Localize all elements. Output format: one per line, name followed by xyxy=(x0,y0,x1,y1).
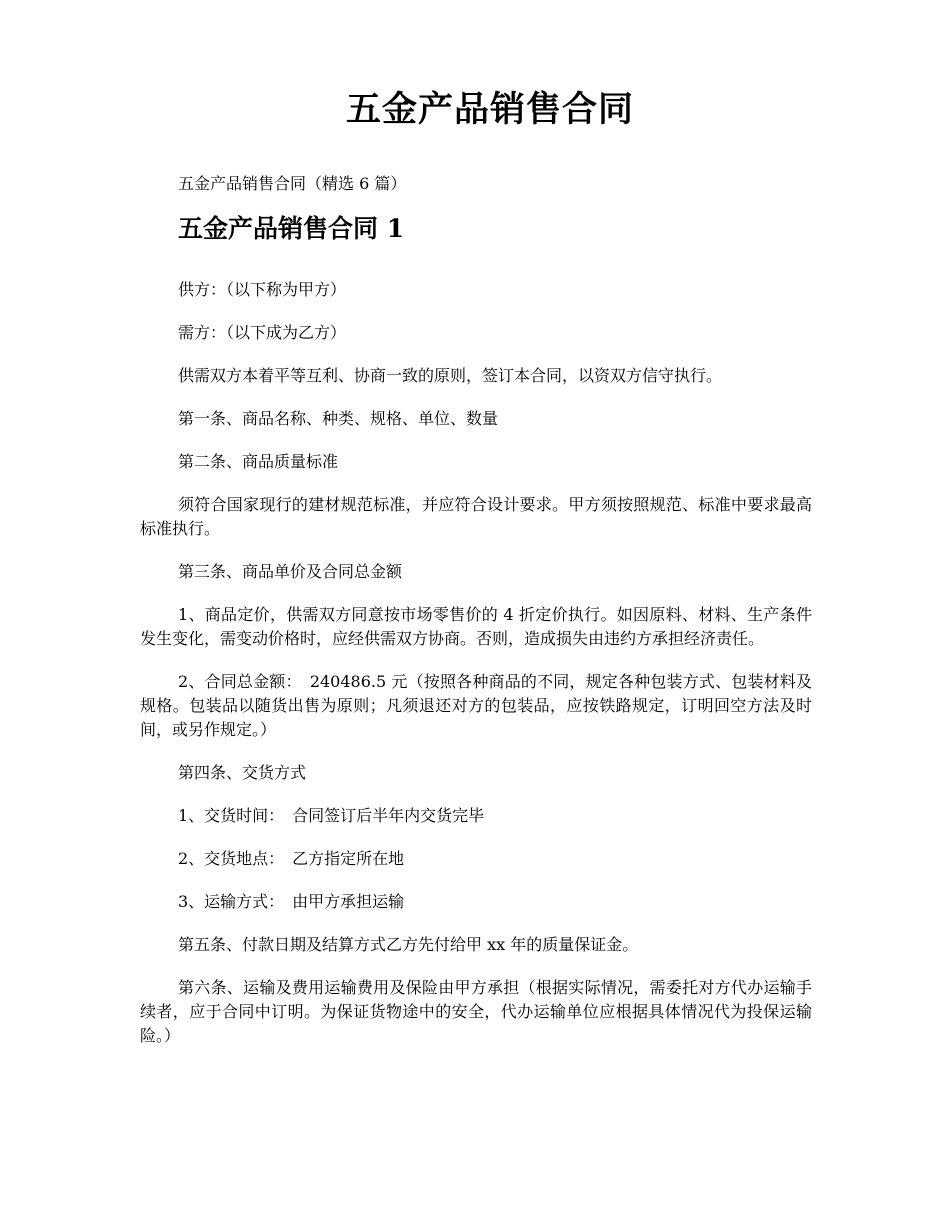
article-6-text: 第六条、运输及费用运输费用及保险由甲方承担（根据实际情况，需委托对方代办运输手续者，应于合同中订明。为保证货物途中的安全，代办运输单位应根据具体情况代为投保运输险。） xyxy=(140,978,812,1045)
article-4-item-2: 2、交货地点： 乙方指定所在地 xyxy=(178,849,405,868)
document-title: 五金产品销售合同 xyxy=(345,89,634,130)
article-4-item-3: 3、运输方式： 由甲方承担运输 xyxy=(178,892,405,911)
section-heading: 五金产品销售合同 1 xyxy=(178,214,405,243)
article-4-heading: 第四条、交货方式 xyxy=(178,763,307,782)
document-subtitle: 五金产品销售合同（精选 6 篇） xyxy=(178,174,407,193)
article-3-item-2: 2、合同总金额： 240486.5 元（按照各种商品的不同，规定各种包装方式、包装材料及规格。包装品以随货出售为原则；凡须退还对方的包装品，应按铁路规定，订明回空方法及时间，或另作规定。） xyxy=(140,672,812,739)
article-3-item-1: 1、商品定价，供需双方同意按市场零售价的 4 折定价执行。如因原料、材料、生产条件发生变化，需变动价格时，应经供需双方协商。否则，造成损失由违约方承担经济责任。 xyxy=(140,605,812,648)
article-4-item-1: 1、交货时间： 合同签订后半年内交货完毕 xyxy=(178,806,485,825)
article-1-heading: 第一条、商品名称、种类、规格、单位、数量 xyxy=(178,409,499,428)
paragraph-supplier: 供方：（以下称为甲方） xyxy=(178,280,347,299)
paragraph-buyer: 需方：（以下成为乙方） xyxy=(178,323,347,342)
article-5-text: 第五条、付款日期及结算方式乙方先付给甲 xx 年的质量保证金。 xyxy=(178,935,639,954)
document-body xyxy=(140,278,812,1067)
article-3-heading: 第三条、商品单价及合同总金额 xyxy=(178,562,403,581)
article-2-text: 须符合国家现行的建材规范标准，并应符合设计要求。甲方须按照规范、标准中要求最高标准执行。 xyxy=(140,495,812,538)
paragraph-preamble: 供需双方本着平等互利、协商一致的原则，签订本合同，以资双方信守执行。 xyxy=(178,366,723,385)
article-2-heading: 第二条、商品质量标准 xyxy=(178,452,339,471)
